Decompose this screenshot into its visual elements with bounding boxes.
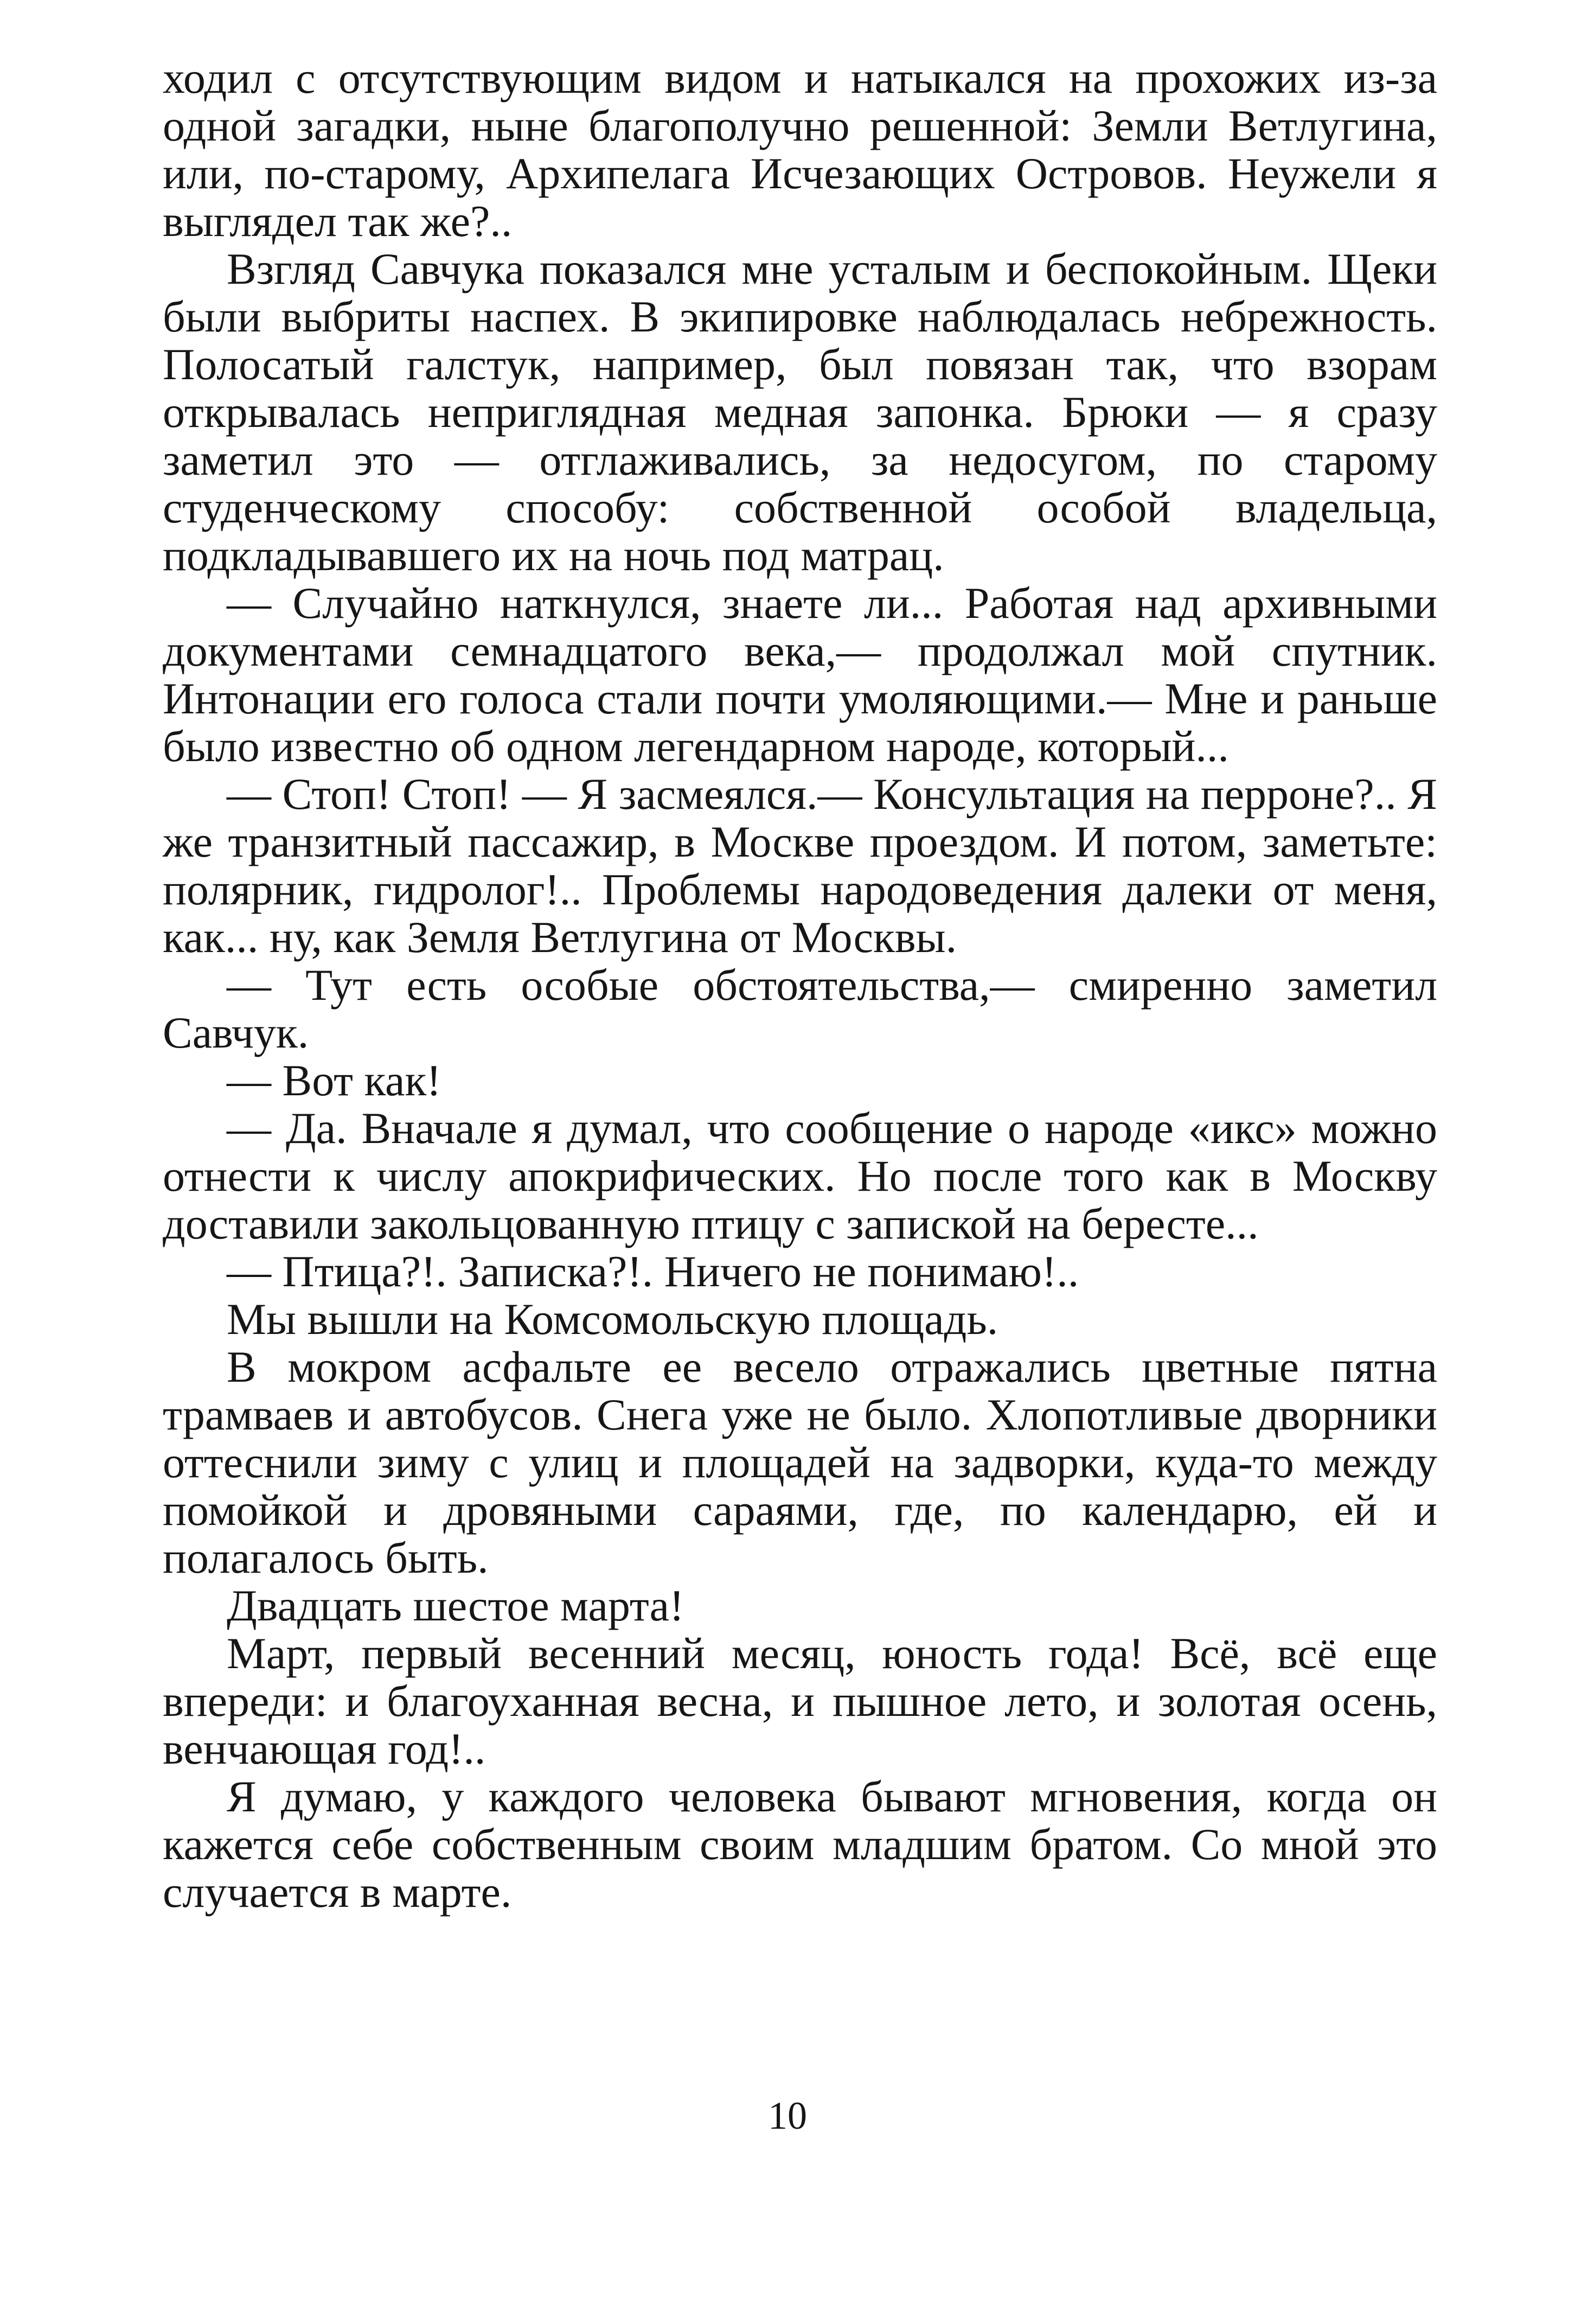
dialogue-line: — Тут есть особые обстоятельства,— смиренно заметил Савчук.	[163, 960, 1437, 1057]
paragraph: Март, первый весенний месяц, юность года! Всё, всё еще впереди: и благоуханная весна, и пышное лето, и золотая осень, венчающая год!..	[163, 1629, 1437, 1773]
dialogue-line: — Стоп! Стоп! — Я засмеялся.— Консультация на перроне?.. Я же транзитный пассажир, в Москве проездом. И потом, заметьте: полярник, гидролог!.. Проблемы народоведения далеки от меня, как... ну, как Земля Ветлугина от Москвы.	[163, 769, 1437, 962]
dialogue-line: — Вот как!	[227, 1056, 441, 1105]
dialogue-line: — Птица?!. Записка?!. Ничего не понимаю!..	[227, 1247, 1079, 1296]
dialogue-line: — Случайно наткнулся, знаете ли... Работая над архивными документами семнадцатого века,— продолжал мой спутник. Интонации его голоса стали почти умоляющими.— Мне и раньше было известно об одном легендарном народе, который...	[163, 578, 1437, 771]
paragraph-continuation: ходил с отсутствующим видом и натыкался на прохожих из-за одной загадки, ныне благополучно решенной: Земли Ветлугина, или, по-старому, Архипелага Исчезающих Островов. Неужели я выглядел так же?..	[163, 53, 1437, 246]
dialogue-line: — Да. Вначале я думал, что сообщение о народе «икс» можно отнести к числу апокрифических. Но после того как в Москву доставили закольцованную птицу с запиской на бересте...	[163, 1103, 1437, 1248]
paragraph: Двадцать шестое марта!	[227, 1581, 684, 1630]
paragraph: Я думаю, у каждого человека бывают мгновения, когда он кажется себе собственным своим младшим братом. Со мной это случается в марте.	[163, 1772, 1437, 1917]
body-text	[163, 54, 1437, 1916]
paragraph: В мокром асфальте ее весело отражались цветные пятна трамваев и автобусов. Снега уже не было. Хлопотливые дворники оттеснили зиму с улиц и площадей на задворки, куда-то между помойкой и дровяными сараями, где, по календарю, ей и полагалось быть.	[163, 1342, 1437, 1582]
page-number: 10	[768, 2094, 807, 2137]
paragraph: Мы вышли на Комсомольскую площадь.	[227, 1294, 998, 1344]
paragraph: Взгляд Савчука показался мне усталым и беспокойным. Щеки были выбриты наспех. В экипировке наблюдалась небрежность. Полосатый галстук, например, был повязан так, что взорам открывалась неприглядная медная запонка. Брюки — я сразу заметил это — отглаживались, за недосугом, по старому студенческому способу: собственной особой владельца, подкладывавшего их на ночь под матрац.	[163, 244, 1437, 580]
